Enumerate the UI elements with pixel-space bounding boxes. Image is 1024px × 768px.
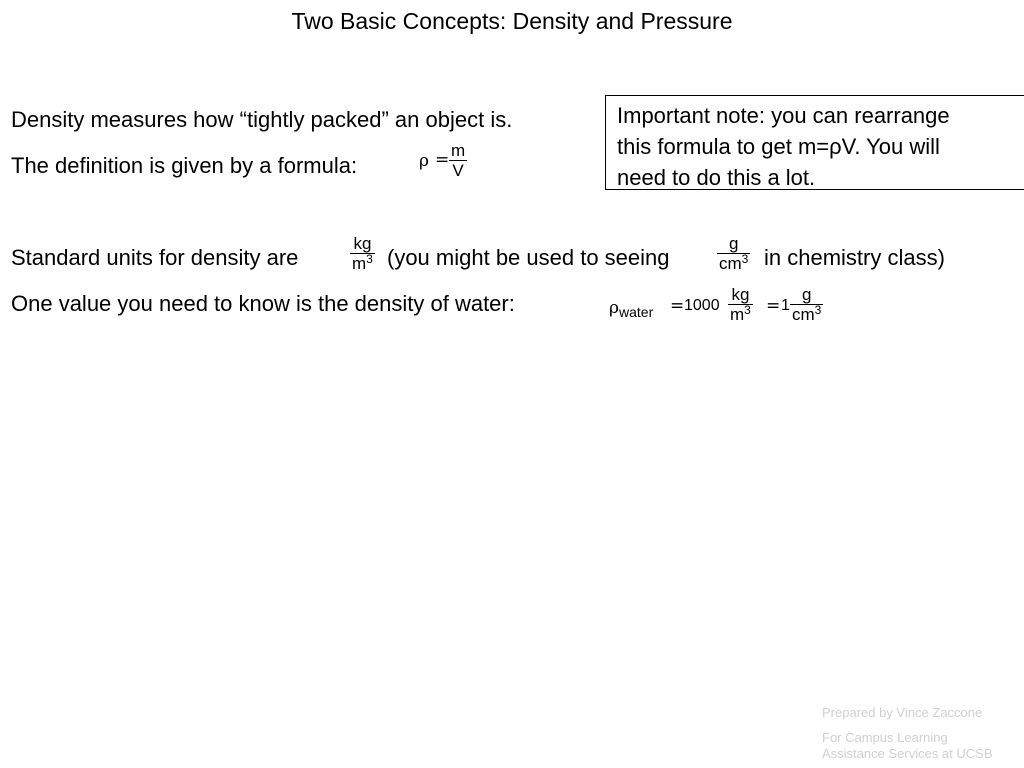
- rho-symbol: ρ: [419, 151, 429, 171]
- for-line-2: Assistance Services at UCSB: [822, 746, 993, 761]
- note-line-3: need to do this a lot.: [617, 165, 816, 190]
- equals-sign: =: [766, 296, 781, 316]
- value-1: 1: [781, 297, 790, 314]
- water-density-text: One value you need to know is the density of water:: [11, 291, 515, 316]
- definition-text: The definition is given by a formula:: [11, 153, 358, 178]
- water-subscript: water: [619, 304, 654, 320]
- fraction-numerator: kg: [350, 234, 375, 254]
- equals-sign: =: [670, 296, 685, 316]
- note-line-2: this formula to get m=ρV. You will: [617, 134, 940, 159]
- fraction-numerator: kg: [728, 285, 753, 305]
- fraction-numerator: m: [451, 141, 466, 160]
- g-per-cm3-fraction: [790, 285, 823, 324]
- note-line-1: Important note: you can rearrange: [617, 103, 950, 128]
- fraction-denominator: $m^3$: [352, 252, 373, 273]
- chem-text: (you might be used to seeing: [387, 245, 670, 270]
- kg-per-m3-fraction: [728, 285, 753, 324]
- fraction-numerator: g: [790, 285, 823, 305]
- fraction-denominator: $m^3$: [730, 303, 751, 324]
- fraction-denominator: $cm^3$: [719, 252, 749, 273]
- equals-sign: =: [435, 150, 450, 170]
- page-title: Two Basic Concepts: Density and Pressure: [291, 8, 733, 34]
- rho-water-symbol: ρ: [609, 298, 619, 318]
- for-line-1: For Campus Learning: [822, 730, 948, 745]
- fraction-denominator: $cm^3$: [792, 303, 822, 324]
- g-per-cm3-fraction: [717, 234, 750, 273]
- prepared-by-credit: Prepared by Vince Zaccone: [822, 705, 983, 720]
- chem-tail-text: in chemistry class): [764, 245, 945, 270]
- units-text: Standard units for density are: [11, 245, 299, 270]
- important-note-box: [605, 95, 1024, 190]
- mass-over-volume-fraction: [449, 141, 467, 180]
- value-1000: 1000: [684, 297, 720, 314]
- fraction-denominator: V: [452, 161, 464, 180]
- kg-per-m3-fraction: [350, 234, 375, 273]
- fraction-numerator: g: [717, 234, 750, 254]
- density-intro-text: Density measures how “tightly packed” an object is.: [11, 107, 513, 132]
